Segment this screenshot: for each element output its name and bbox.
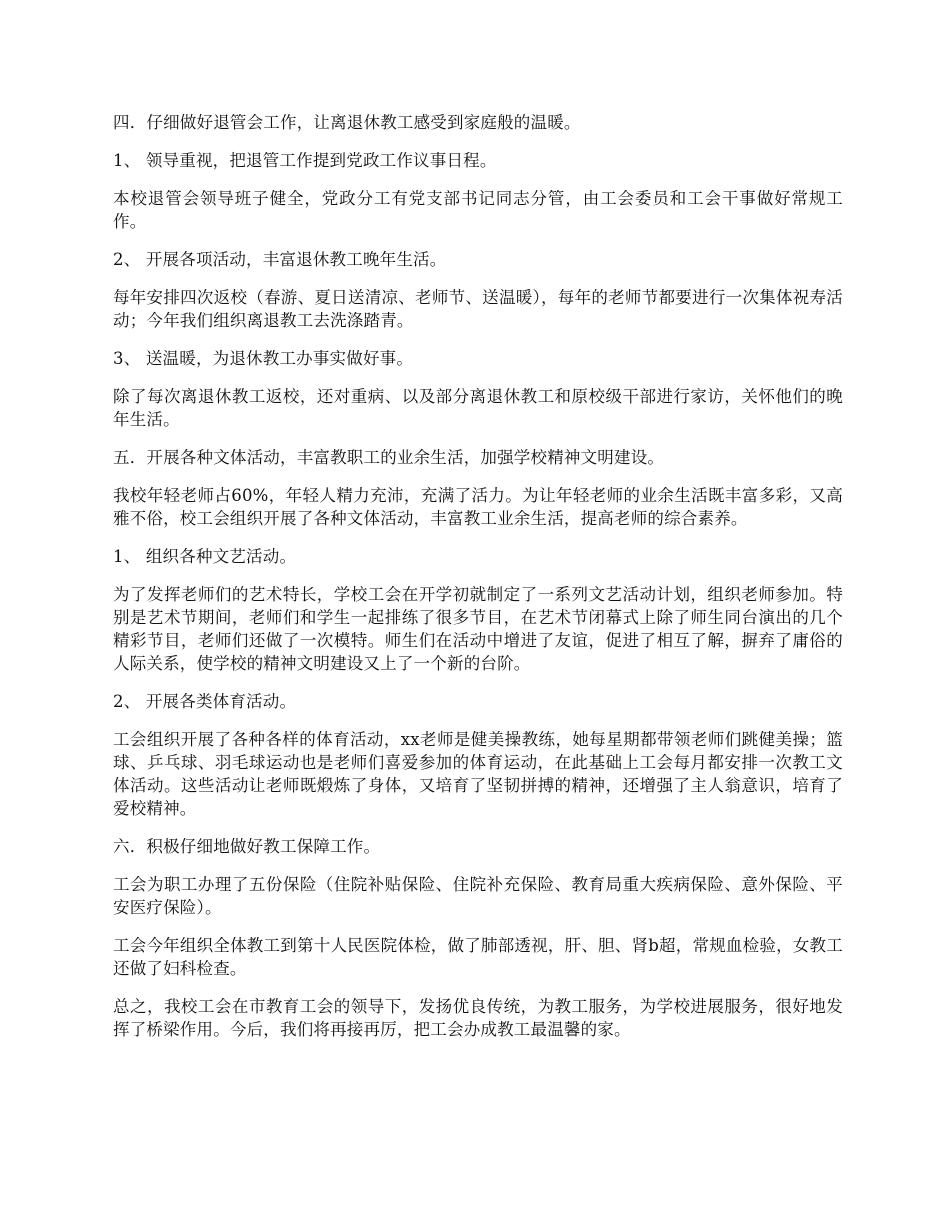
paragraph: 工会今年组织全体教工到第十人民医院体检，做了肺部透视，肝、胆、肾b超，常规血检验，女教工还做了妇科检查。 [113, 936, 843, 978]
paragraph: 为了发挥老师们的艺术特长，学校工会在开学初就制定了一系列文艺活动计划，组织老师参加。特别是艺术节期间，老师们和学生一起排练了很多节目，在艺术节闭幕式上除了师生同台演出的几个精彩节目，老师们还做了一次模特。师生们在活动中增进了友谊，促进了相互了解，摒弃了庸俗的人际关系，使学校的精神文明建设又上了一个新的台阶。 [113, 585, 843, 673]
paragraph: 除了每次离退休教工返校，还对重病、以及部分离退休教工和原校级干部进行家访，关怀他们的晚年生活。 [113, 387, 843, 429]
document-body [113, 111, 843, 1056]
paragraph: 工会为职工办理了五份保险（住院补贴保险、住院补充保险、教育局重大疾病保险、意外保险、平安医疗保险）。 [113, 875, 843, 917]
subheading-5-2: 2、 开展各类体育活动。 [113, 692, 297, 711]
subheading-5-1: 1、 组织各种文艺活动。 [113, 547, 297, 566]
section-heading-6: 六．积极仔细地做好教工保障工作。 [113, 837, 381, 856]
subheading-4-3: 3、 送温暖，为退休教工办事实做好事。 [113, 349, 414, 368]
paragraph: 我校年轻老师占60%，年轻人精力充沛，充满了活力。为让年轻老师的业余生活既丰富多彩，又高雅不俗，校工会组织开展了各种文体活动，丰富教工业余生活，提高老师的综合素养。 [113, 486, 843, 528]
subheading-4-2: 2、 开展各项活动，丰富退休教工晚年生活。 [113, 250, 447, 269]
paragraph: 本校退管会领导班子健全，党政分工有党支部书记同志分管，由工会委员和工会干事做好常规工作。 [113, 189, 843, 231]
subheading-4-1: 1、 领导重视，把退管工作提到党政工作议事日程。 [113, 151, 497, 170]
paragraph: 每年安排四次返校（春游、夏日送清凉、老师节、送温暖），每年的老师节都要进行一次集体祝寿活动；今年我们组织离退教工去洗涤踏青。 [113, 288, 843, 330]
section-heading-4: 四．仔细做好退管会工作，让离退休教工感受到家庭般的温暖。 [113, 113, 581, 132]
paragraph: 总之，我校工会在市教育工会的领导下，发扬优良传统，为教工服务，为学校进展服务，很好地发挥了桥梁作用。今后，我们将再接再厉，把工会办成教工最温馨的家。 [113, 997, 843, 1039]
section-heading-5: 五．开展各种文体活动，丰富教职工的业余生活，加强学校精神文明建设。 [113, 448, 665, 467]
paragraph: 工会组织开展了各种各样的体育活动，xx老师是健美操教练，她每星期都带领老师们跳健美操；篮球、乒乓球、羽毛球运动也是老师们喜爱参加的体育运动，在此基础上工会每月都安排一次教工文体活动。这些活动让老师既煅炼了身体，又培育了坚韧拼搏的精神，还增强了主人翁意识，培育了爱校精神。 [113, 730, 843, 818]
